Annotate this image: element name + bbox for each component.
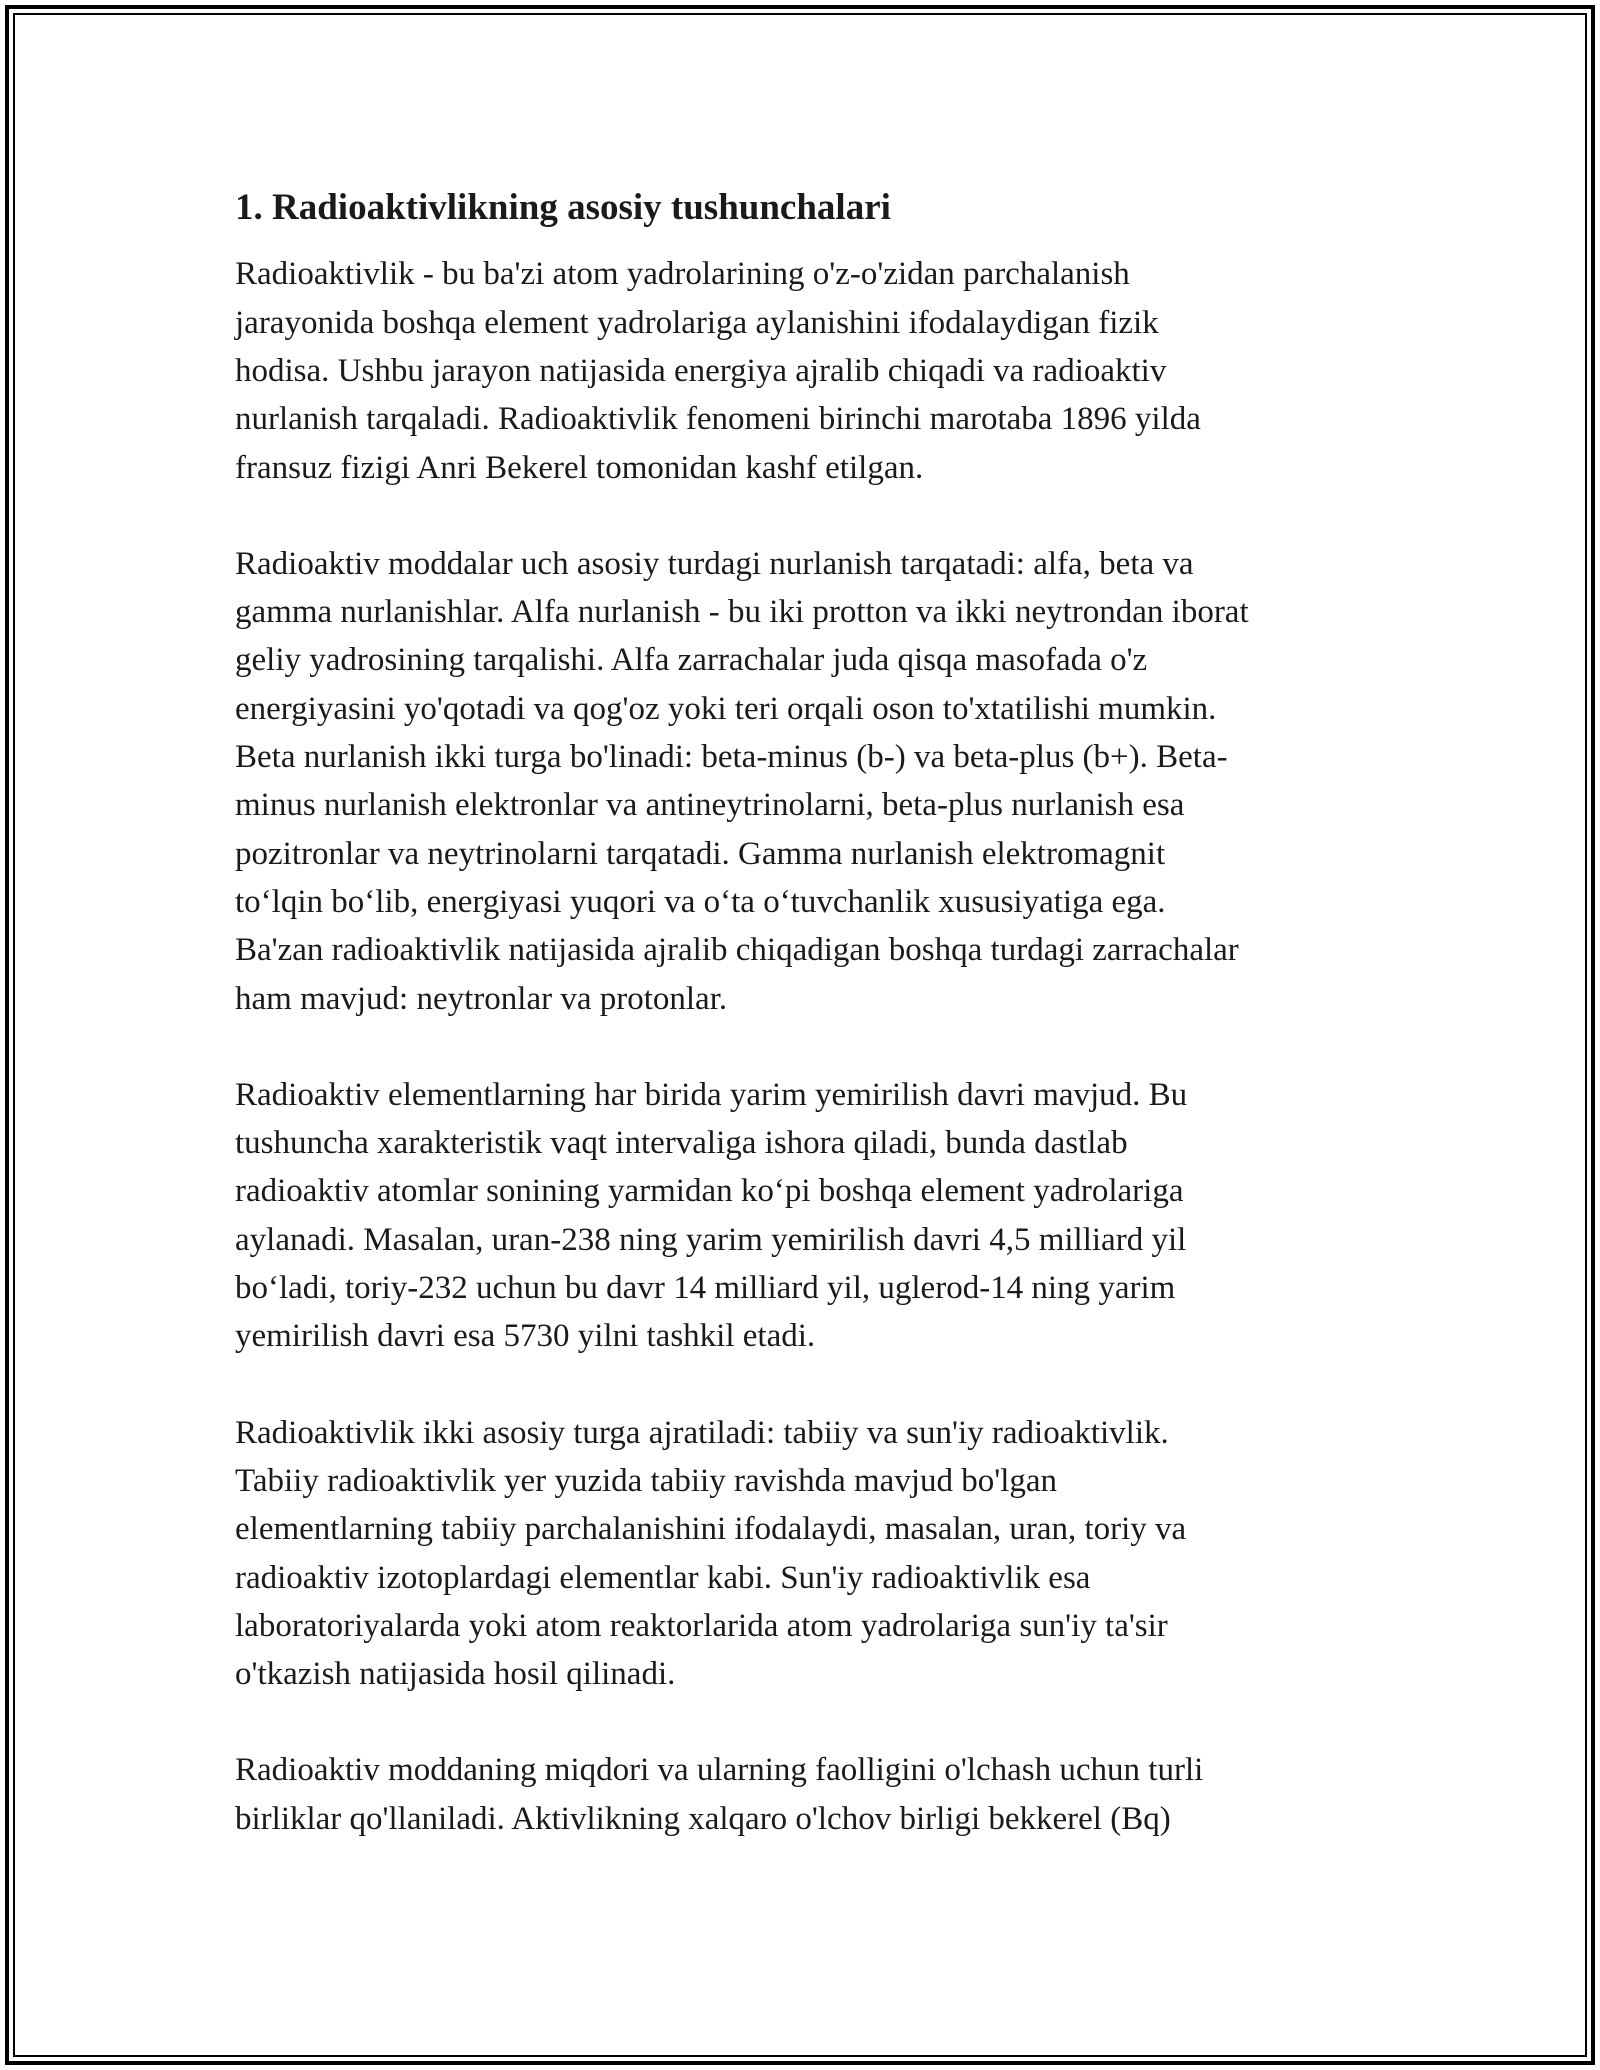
text-line: o'tkazish natijasida hosil qilinadi.: [235, 1656, 676, 1693]
text-line: nurlanish tarqaladi. Radioaktivlik fenomeni birinchi marotaba 1896 yilda: [235, 401, 1201, 438]
document-body: [235, 250, 1385, 1843]
text-line: Radioaktivlik ikki asosiy turga ajratiladi: tabiiy va sun'iy radioaktivlik.: [235, 1414, 1169, 1451]
text-line: Ba'zan radioaktivlik natijasida ajralib chiqadigan boshqa turdagi zarrachalar: [235, 932, 1239, 969]
text-line: gamma nurlanishlar. Alfa nurlanish - bu iki protton va ikki neytrondan iborat: [235, 594, 1249, 631]
document-page: [235, 186, 1385, 1891]
paragraph: [235, 1071, 1385, 1361]
text-line: yemirilish davri esa 5730 yilni tashkil etadi.: [235, 1318, 816, 1355]
text-line: birliklar qo'llaniladi. Aktivlikning xalqaro o'lchov birligi bekkerel (Bq): [235, 1800, 1171, 1837]
text-line: to‘lqin bo‘lib, energiyasi yuqori va o‘ta o‘tuvchanlik xususiyatiga ega.: [235, 883, 1166, 920]
text-line: geliy yadrosining tarqalishi. Alfa zarrachalar juda qisqa masofada o'z: [235, 642, 1148, 679]
text-line: radioaktiv atomlar sonining yarmidan ko‘pi boshqa element yadrolariga: [235, 1173, 1184, 1210]
text-line: bo‘ladi, toriy-232 uchun bu davr 14 milliard yil, uglerod-14 ning yarim: [235, 1270, 1176, 1307]
text-line: tushuncha xarakteristik vaqt intervaliga ishora qiladi, bunda dastlab: [235, 1125, 1128, 1162]
text-line: aylanadi. Masalan, uran-238 ning yarim yemirilish davri 4,5 milliard yil: [235, 1221, 1187, 1258]
text-line: Radioaktiv moddalar uch asosiy turdagi nurlanish tarqatadi: alfa, beta va: [235, 545, 1194, 582]
text-line: Beta nurlanish ikki turga bo'linadi: beta-minus (b-) va beta-plus (b+). Beta-: [235, 739, 1228, 776]
text-line: hodisa. Ushbu jarayon natijasida energiya ajralib chiqadi va radioaktiv: [235, 352, 1167, 389]
text-line: jarayonida boshqa element yadrolariga aylanishini ifodalaydigan fizik: [235, 304, 1159, 341]
text-line: elementlarning tabiiy parchalanishini ifodalaydi, masalan, uran, toriy va: [235, 1511, 1187, 1548]
text-line: pozitronlar va neytrinolarni tarqatadi. Gamma nurlanish elektromagnit: [235, 835, 1166, 872]
text-line: ham mavjud: neytronlar va protonlar.: [235, 980, 728, 1017]
paragraph: [235, 540, 1385, 1023]
text-line: Radioaktiv elementlarning har birida yarim yemirilish davri mavjud. Bu: [235, 1076, 1188, 1113]
paragraph: [235, 1746, 1385, 1843]
text-line: laboratoriyalarda yoki atom reaktorlarida atom yadrolariga sun'iy ta'sir: [235, 1607, 1168, 1644]
text-line: energiyasini yo'qotadi va qog'oz yoki teri orqali oson to'xtatilishi mumkin.: [235, 690, 1217, 727]
text-line: radioaktiv izotoplardagi elementlar kabi. Sun'iy radioaktivlik esa: [235, 1559, 1091, 1596]
text-line: minus nurlanish elektronlar va antineytrinolarni, beta-plus nurlanish esa: [235, 787, 1185, 824]
text-line: Radioaktivlik - bu ba'zi atom yadrolarining o'z-o'zidan parchalanish: [235, 256, 1130, 293]
paragraph: [235, 250, 1385, 491]
text-line: fransuz fizigi Anri Bekerel tomonidan kashf etilgan.: [235, 449, 924, 486]
paragraph: [235, 1409, 1385, 1699]
section-heading: 1. Radioaktivlikning asosiy tushunchalari: [235, 187, 891, 228]
text-line: Radioaktiv moddaning miqdori va ularning faolligini o'lchash uchun turli: [235, 1752, 1204, 1789]
text-line: Tabiiy radioaktivlik yer yuzida tabiiy ravishda mavjud bo'lgan: [235, 1462, 1058, 1499]
